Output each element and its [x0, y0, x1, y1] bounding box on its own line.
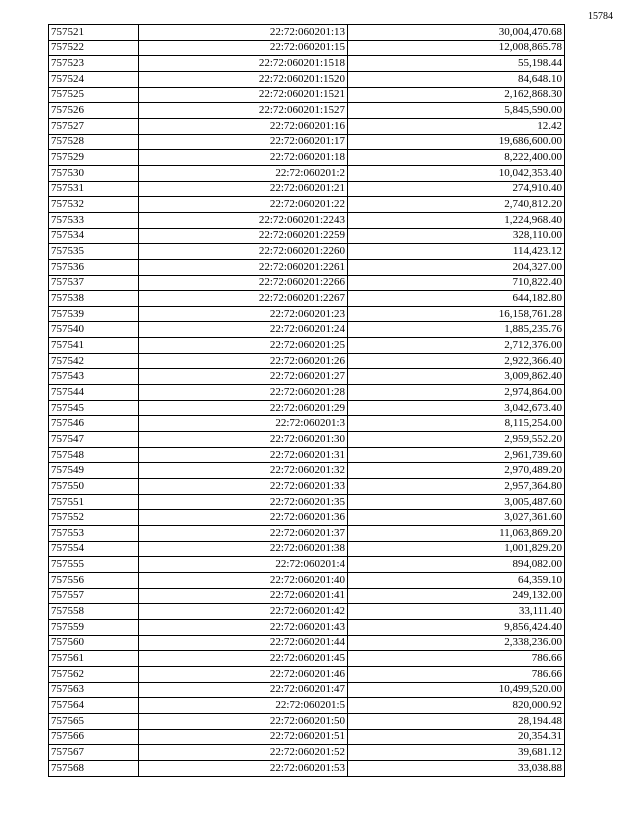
cadastral-number-cell: 22:72:060201:45 — [139, 651, 348, 667]
cadastral-value-cell: 786.66 — [348, 666, 565, 682]
cadastral-number-cell: 22:72:060201:35 — [139, 494, 348, 510]
cadastral-value-cell: 328,110.00 — [348, 228, 565, 244]
row-id-cell: 757527 — [49, 118, 139, 134]
cadastral-number-cell: 22:72:060201:46 — [139, 666, 348, 682]
row-id-cell: 757555 — [49, 557, 139, 573]
cadastral-number-cell: 22:72:060201:5 — [139, 698, 348, 714]
cadastral-value-cell: 10,042,353.40 — [348, 165, 565, 181]
row-id-cell: 757556 — [49, 572, 139, 588]
row-id-cell: 757524 — [49, 71, 139, 87]
cadastral-value-cell: 2,961,739.60 — [348, 447, 565, 463]
row-id-cell: 757534 — [49, 228, 139, 244]
cadastral-value-cell: 33,038.88 — [348, 760, 565, 776]
row-id-cell: 757561 — [49, 651, 139, 667]
row-id-cell: 757526 — [49, 103, 139, 119]
table-row — [49, 635, 565, 651]
row-id-cell: 757532 — [49, 197, 139, 213]
row-id-cell: 757543 — [49, 369, 139, 385]
cadastral-number-cell: 22:72:060201:50 — [139, 713, 348, 729]
table-row — [49, 494, 565, 510]
table-row — [49, 369, 565, 385]
cadastral-number-cell: 22:72:060201:28 — [139, 385, 348, 401]
row-id-cell: 757539 — [49, 306, 139, 322]
cadastral-number-cell: 22:72:060201:44 — [139, 635, 348, 651]
cadastral-number-cell: 22:72:060201:2 — [139, 165, 348, 181]
cadastral-value-cell: 1,001,829.20 — [348, 541, 565, 557]
cadastral-value-cell: 894,082.00 — [348, 557, 565, 573]
cadastral-number-cell: 22:72:060201:47 — [139, 682, 348, 698]
row-id-cell: 757545 — [49, 400, 139, 416]
table-row — [49, 322, 565, 338]
cadastral-number-cell: 22:72:060201:21 — [139, 181, 348, 197]
cadastral-number-cell: 22:72:060201:43 — [139, 619, 348, 635]
cadastral-value-cell: 84,648.10 — [348, 71, 565, 87]
cadastral-number-cell: 22:72:060201:15 — [139, 40, 348, 56]
table-row — [49, 729, 565, 745]
cadastral-value-cell: 2,338,236.00 — [348, 635, 565, 651]
row-id-cell: 757541 — [49, 338, 139, 354]
table-row — [49, 572, 565, 588]
table-row — [49, 165, 565, 181]
row-id-cell: 757548 — [49, 447, 139, 463]
cadastral-number-cell: 22:72:060201:29 — [139, 400, 348, 416]
row-id-cell: 757550 — [49, 479, 139, 495]
row-id-cell: 757546 — [49, 416, 139, 432]
cadastral-value-cell: 64,359.10 — [348, 572, 565, 588]
table-row — [49, 212, 565, 228]
cadastral-value-cell: 3,042,673.40 — [348, 400, 565, 416]
row-id-cell: 757564 — [49, 698, 139, 714]
table-row — [49, 181, 565, 197]
table-row — [49, 103, 565, 119]
row-id-cell: 757563 — [49, 682, 139, 698]
cadastral-value-cell: 3,005,487.60 — [348, 494, 565, 510]
table-row — [49, 385, 565, 401]
cadastral-number-cell: 22:72:060201:41 — [139, 588, 348, 604]
cadastral-number-cell: 22:72:060201:2261 — [139, 259, 348, 275]
row-id-cell: 757565 — [49, 713, 139, 729]
cadastral-number-cell: 22:72:060201:4 — [139, 557, 348, 573]
cadastral-value-cell: 274,910.40 — [348, 181, 565, 197]
table-row — [49, 291, 565, 307]
table-row — [49, 651, 565, 667]
row-id-cell: 757531 — [49, 181, 139, 197]
row-id-cell: 757559 — [49, 619, 139, 635]
cadastral-value-cell: 19,686,600.00 — [348, 134, 565, 150]
cadastral-value-cell: 10,499,520.00 — [348, 682, 565, 698]
table-row — [49, 479, 565, 495]
row-id-cell: 757535 — [49, 244, 139, 260]
cadastral-value-cell: 1,885,235.76 — [348, 322, 565, 338]
cadastral-value-cell: 28,194.48 — [348, 713, 565, 729]
row-id-cell: 757537 — [49, 275, 139, 291]
cadastral-value-cell: 2,712,376.00 — [348, 338, 565, 354]
cadastral-number-cell: 22:72:060201:23 — [139, 306, 348, 322]
row-id-cell: 757567 — [49, 745, 139, 761]
row-id-cell: 757553 — [49, 526, 139, 542]
cadastral-value-cell: 204,327.00 — [348, 259, 565, 275]
cadastral-number-cell: 22:72:060201:2259 — [139, 228, 348, 244]
table-row — [49, 400, 565, 416]
cadastral-value-cell: 786.66 — [348, 651, 565, 667]
row-id-cell: 757521 — [49, 25, 139, 41]
cadastral-value-cell: 249,132.00 — [348, 588, 565, 604]
row-id-cell: 757568 — [49, 760, 139, 776]
row-id-cell: 757544 — [49, 385, 139, 401]
cadastral-value-cell: 2,970,489.20 — [348, 463, 565, 479]
cadastral-value-cell: 8,115,254.00 — [348, 416, 565, 432]
cadastral-number-cell: 22:72:060201:2267 — [139, 291, 348, 307]
cadastral-number-cell: 22:72:060201:2260 — [139, 244, 348, 260]
cadastral-number-cell: 22:72:060201:52 — [139, 745, 348, 761]
cadastral-value-cell: 2,957,364.80 — [348, 479, 565, 495]
table-row — [49, 682, 565, 698]
cadastral-number-cell: 22:72:060201:16 — [139, 118, 348, 134]
table-row — [49, 134, 565, 150]
cadastral-number-cell: 22:72:060201:53 — [139, 760, 348, 776]
cadastral-number-cell: 22:72:060201:1518 — [139, 56, 348, 72]
table-row — [49, 760, 565, 776]
table-row — [49, 71, 565, 87]
cadastral-number-cell: 22:72:060201:40 — [139, 572, 348, 588]
cadastral-number-cell: 22:72:060201:3 — [139, 416, 348, 432]
table-row — [49, 197, 565, 213]
table-row — [49, 118, 565, 134]
cadastral-number-cell: 22:72:060201:27 — [139, 369, 348, 385]
cadastral-value-cell: 12.42 — [348, 118, 565, 134]
cadastral-value-cell: 1,224,968.40 — [348, 212, 565, 228]
table-row — [49, 588, 565, 604]
cadastral-value-cell: 55,198.44 — [348, 56, 565, 72]
table-row — [49, 526, 565, 542]
cadastral-number-cell: 22:72:060201:25 — [139, 338, 348, 354]
table-row — [49, 150, 565, 166]
cadastral-number-cell: 22:72:060201:13 — [139, 25, 348, 41]
cadastral-number-cell: 22:72:060201:38 — [139, 541, 348, 557]
row-id-cell: 757523 — [49, 56, 139, 72]
table-row — [49, 56, 565, 72]
cadastral-value-cell: 8,222,400.00 — [348, 150, 565, 166]
table-row — [49, 338, 565, 354]
row-id-cell: 757557 — [49, 588, 139, 604]
table-row — [49, 306, 565, 322]
cadastral-number-cell: 22:72:060201:33 — [139, 479, 348, 495]
cadastral-value-cell: 2,974,864.00 — [348, 385, 565, 401]
cadastral-value-cell: 16,158,761.28 — [348, 306, 565, 322]
cadastral-number-cell: 22:72:060201:18 — [139, 150, 348, 166]
cadastral-value-cell: 114,423.12 — [348, 244, 565, 260]
cadastral-number-cell: 22:72:060201:37 — [139, 526, 348, 542]
cadastral-value-cell: 39,681.12 — [348, 745, 565, 761]
row-id-cell: 757528 — [49, 134, 139, 150]
cadastral-number-cell: 22:72:060201:51 — [139, 729, 348, 745]
row-id-cell: 757549 — [49, 463, 139, 479]
cadastral-value-cell: 2,162,868.30 — [348, 87, 565, 103]
row-id-cell: 757558 — [49, 604, 139, 620]
cadastral-value-cell: 2,922,366.40 — [348, 353, 565, 369]
table-row — [49, 713, 565, 729]
row-id-cell: 757536 — [49, 259, 139, 275]
cadastral-value-cell: 3,009,862.40 — [348, 369, 565, 385]
table-row — [49, 416, 565, 432]
cadastral-value-cell: 5,845,590.00 — [348, 103, 565, 119]
table-row — [49, 275, 565, 291]
table-row — [49, 541, 565, 557]
row-id-cell: 757551 — [49, 494, 139, 510]
cadastral-number-cell: 22:72:060201:42 — [139, 604, 348, 620]
page-number: 15784 — [588, 11, 613, 22]
cadastral-value-cell: 12,008,865.78 — [348, 40, 565, 56]
cadastral-value-cell: 9,856,424.40 — [348, 619, 565, 635]
table-row — [49, 447, 565, 463]
table-row — [49, 698, 565, 714]
row-id-cell: 757560 — [49, 635, 139, 651]
cadastral-value-cell: 33,111.40 — [348, 604, 565, 620]
row-id-cell: 757554 — [49, 541, 139, 557]
row-id-cell: 757552 — [49, 510, 139, 526]
cadastral-number-cell: 22:72:060201:26 — [139, 353, 348, 369]
cadastral-number-cell: 22:72:060201:22 — [139, 197, 348, 213]
table-row — [49, 510, 565, 526]
row-id-cell: 757530 — [49, 165, 139, 181]
table-row — [49, 604, 565, 620]
cadastral-value-cell: 644,182.80 — [348, 291, 565, 307]
cadastral-number-cell: 22:72:060201:24 — [139, 322, 348, 338]
row-id-cell: 757547 — [49, 432, 139, 448]
cadastral-value-cell: 710,822.40 — [348, 275, 565, 291]
table-row — [49, 432, 565, 448]
row-id-cell: 757522 — [49, 40, 139, 56]
row-id-cell: 757542 — [49, 353, 139, 369]
table-row — [49, 259, 565, 275]
table-row — [49, 87, 565, 103]
cadastral-value-cell: 2,740,812.20 — [348, 197, 565, 213]
cadastral-number-cell: 22:72:060201:2266 — [139, 275, 348, 291]
row-id-cell: 757529 — [49, 150, 139, 166]
cadastral-number-cell: 22:72:060201:30 — [139, 432, 348, 448]
table-row — [49, 557, 565, 573]
cadastral-value-cell: 820,000.92 — [348, 698, 565, 714]
table-row — [49, 353, 565, 369]
row-id-cell: 757538 — [49, 291, 139, 307]
table-row — [49, 463, 565, 479]
cadastral-number-cell: 22:72:060201:17 — [139, 134, 348, 150]
cadastral-value-cell: 3,027,361.60 — [348, 510, 565, 526]
cadastral-value-cell: 2,959,552.20 — [348, 432, 565, 448]
table-row — [49, 40, 565, 56]
table-row — [49, 228, 565, 244]
table-row — [49, 745, 565, 761]
table-row — [49, 666, 565, 682]
cadastral-number-cell: 22:72:060201:1521 — [139, 87, 348, 103]
cadastral-value-cell: 30,004,470.68 — [348, 25, 565, 41]
cadastral-number-cell: 22:72:060201:1520 — [139, 71, 348, 87]
row-id-cell: 757562 — [49, 666, 139, 682]
table-row — [49, 619, 565, 635]
row-id-cell: 757540 — [49, 322, 139, 338]
cadastral-number-cell: 22:72:060201:32 — [139, 463, 348, 479]
cadastral-number-cell: 22:72:060201:2243 — [139, 212, 348, 228]
table-row — [49, 25, 565, 41]
table-row — [49, 244, 565, 260]
cadastral-number-cell: 22:72:060201:36 — [139, 510, 348, 526]
cadastral-value-cell: 20,354.31 — [348, 729, 565, 745]
cadastral-number-cell: 22:72:060201:31 — [139, 447, 348, 463]
row-id-cell: 757533 — [49, 212, 139, 228]
cadastral-number-cell: 22:72:060201:1527 — [139, 103, 348, 119]
table-body — [49, 25, 565, 777]
row-id-cell: 757566 — [49, 729, 139, 745]
cadastral-value-table — [48, 24, 565, 777]
cadastral-value-cell: 11,063,869.20 — [348, 526, 565, 542]
row-id-cell: 757525 — [49, 87, 139, 103]
